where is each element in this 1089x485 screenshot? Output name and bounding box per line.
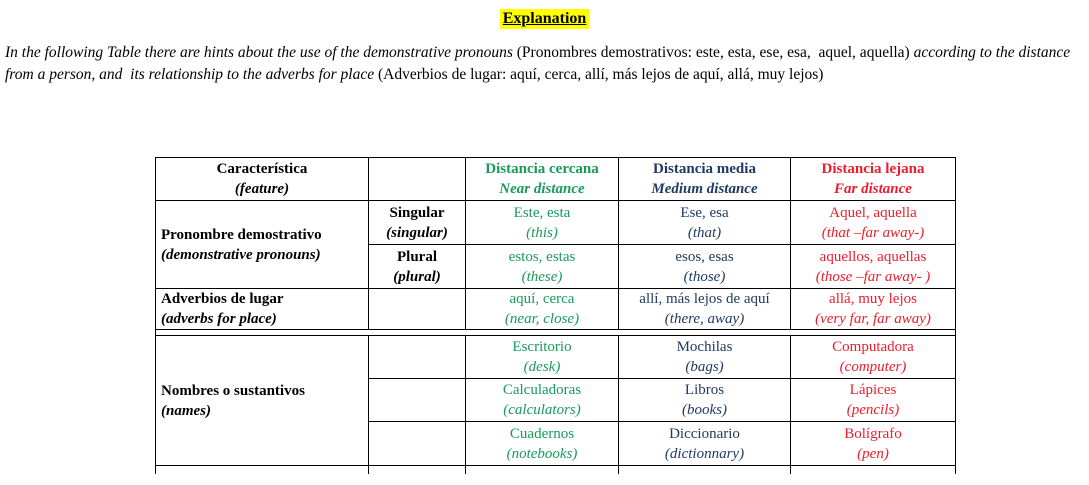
demonstratives-table	[155, 157, 956, 474]
stub-cell	[466, 466, 619, 475]
nouns-3-empty-cell	[369, 422, 466, 466]
pronouns-label-cell	[156, 201, 369, 289]
nouns-2-medium-cell	[619, 379, 791, 422]
adverbs-row	[156, 289, 956, 330]
nouns-2-empty-cell	[369, 379, 466, 422]
adverbs-label-cell	[156, 289, 369, 330]
plural-far-es: aquellos, aquellas	[819, 248, 927, 265]
header-medium	[619, 158, 791, 201]
intro-seg2: (Pronombres demostrativos: este, esta, ese, esa, aquel, aquella)	[516, 44, 914, 61]
singular-far-en: (that –far away-)	[821, 224, 925, 241]
singular-near-en: (this)	[526, 224, 558, 241]
singular-far-cell	[791, 201, 956, 245]
nouns-3-far-es: Bolígrafo	[844, 425, 902, 442]
nouns-2-far-es: Lápices	[849, 382, 897, 398]
nouns-2-medium-en: (books)	[682, 402, 727, 418]
intro-seg4: (Adverbios de lugar: aquí, cerca, allí, más lejos de aquí, allá, muy lejos)	[377, 66, 824, 83]
title-row	[0, 0, 1089, 29]
nouns-1-medium-es: Mochilas	[676, 339, 733, 355]
plural-medium-en: (those)	[683, 268, 726, 285]
nouns-3-near-en: (notebooks)	[506, 445, 578, 462]
nouns-3-medium-cell	[619, 422, 791, 466]
nouns-3-near-es: Cuadernos	[509, 425, 575, 442]
header-row	[156, 158, 956, 201]
adverbs-medium-en: (there, away)	[664, 311, 745, 327]
adverbs-label-es: Adverbios de lugar	[161, 291, 284, 307]
page-title: Explanation	[500, 9, 590, 29]
plural-medium-cell	[619, 245, 791, 289]
pronouns-label-en: (demonstrative pronouns)	[161, 246, 321, 263]
nouns-1-far-cell	[791, 336, 956, 379]
pronoun-singular-row	[156, 201, 956, 245]
adverbs-medium-es: allí, más lejos de aquí	[639, 291, 770, 307]
plural-near-es: estos, estas	[508, 248, 576, 265]
plural-far-en: (those –far away- )	[815, 268, 931, 285]
singular-label-en: (singular)	[386, 224, 448, 241]
singular-medium-es: Ese, esa	[680, 204, 729, 221]
plural-near-en: (these)	[521, 268, 563, 285]
adverbs-far-cell	[791, 289, 956, 330]
nouns-1-near-en: (desk)	[523, 359, 561, 375]
nouns-label-cell	[156, 336, 369, 466]
pronouns-label-es: Pronombre demostrativo	[161, 226, 322, 243]
plural-label-es: Plural	[397, 248, 437, 265]
singular-medium-cell	[619, 201, 791, 245]
header-empty-cell	[369, 158, 466, 201]
header-near-es: Distancia cercana	[485, 161, 599, 177]
nouns-1-empty-cell	[369, 336, 466, 379]
nouns-label-en: (names)	[161, 402, 211, 419]
adverbs-near-cell	[466, 289, 619, 330]
stub-cell	[156, 466, 369, 475]
intro-seg1: In the following Table there are hints about the use of the demonstrative pronouns	[5, 44, 517, 61]
adverbs-near-es: aquí, cerca	[509, 291, 575, 307]
nouns-2-near-en: (calculators)	[503, 402, 581, 418]
singular-label-es: Singular	[389, 204, 445, 221]
header-far-en: Far distance	[834, 181, 912, 197]
nouns-1-near-es: Escritorio	[512, 339, 572, 355]
nouns-1-far-es: Computadora	[832, 339, 914, 355]
nouns-label-es: Nombres o sustantivos	[161, 382, 305, 399]
stub-cell	[619, 466, 791, 475]
nouns-1-far-en: (computer)	[839, 359, 907, 375]
header-near	[466, 158, 619, 201]
nouns-row-1	[156, 336, 956, 379]
nouns-3-far-en: (pen)	[857, 445, 889, 462]
header-near-en: Near distance	[499, 181, 585, 197]
header-medium-en: Medium distance	[651, 181, 758, 197]
nouns-2-near-cell	[466, 379, 619, 422]
intro-seg3: according to the distance from a person, and its relationship to the adverbs for place	[5, 44, 1075, 83]
singular-far-es: Aquel, aquella	[829, 204, 917, 221]
nouns-3-far-cell	[791, 422, 956, 466]
plural-near-cell	[466, 245, 619, 289]
adverbs-label-en: (adverbs for place)	[161, 311, 277, 327]
header-caracteristica-en: (feature)	[234, 181, 290, 197]
header-caracteristica-es: Característica	[216, 161, 308, 177]
header-medium-es: Distancia media	[653, 161, 756, 177]
nouns-2-medium-es: Libros	[684, 382, 725, 398]
nouns-1-medium-en: (bags)	[685, 359, 724, 375]
nouns-2-far-en: (pencils)	[846, 402, 900, 418]
singular-near-cell	[466, 201, 619, 245]
nouns-1-medium-cell	[619, 336, 791, 379]
plural-label-en: (plural)	[393, 268, 441, 285]
nouns-3-medium-es: Diccionario	[669, 425, 740, 442]
adverbs-far-en: (very far, far away)	[815, 311, 931, 327]
singular-near-es: Este, esta	[513, 204, 571, 221]
nouns-1-near-cell	[466, 336, 619, 379]
header-far	[791, 158, 956, 201]
plural-medium-es: esos, esas	[675, 248, 734, 265]
adverbs-near-en: (near, close)	[504, 311, 580, 327]
adverbs-far-es: allá, muy lejos	[829, 291, 917, 307]
header-far-es: Distancia lejana	[821, 161, 925, 177]
nouns-3-near-cell	[466, 422, 619, 466]
clipped-row-stub	[156, 466, 956, 475]
nouns-2-far-cell	[791, 379, 956, 422]
stub-cell	[369, 466, 466, 475]
adverbs-medium-cell	[619, 289, 791, 330]
adverbs-empty-cell	[369, 289, 466, 330]
plural-label-cell	[369, 245, 466, 289]
plural-far-cell	[791, 245, 956, 289]
stub-cell	[791, 466, 956, 475]
header-caracteristica	[156, 158, 369, 201]
intro-paragraph	[5, 42, 1085, 86]
singular-medium-en: (that)	[687, 224, 722, 241]
nouns-3-medium-en: (dictionnary)	[664, 445, 745, 462]
singular-label-cell	[369, 201, 466, 245]
nouns-2-near-es: Calculadoras	[502, 382, 582, 398]
